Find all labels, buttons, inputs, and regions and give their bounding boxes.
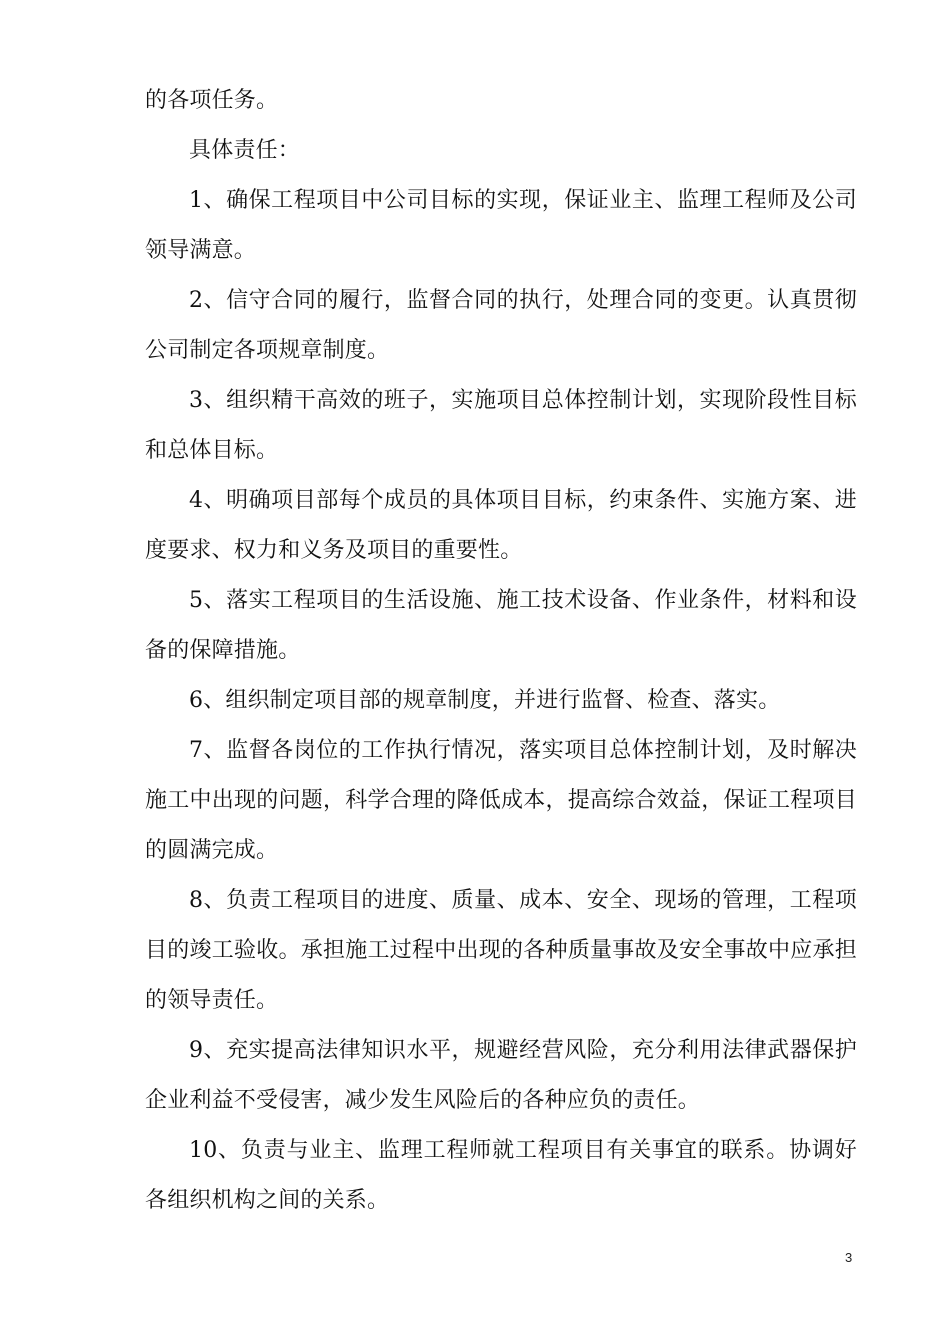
paragraph-item-6: 6、组织制定项目部的规章制度，并进行监督、检查、落实。 xyxy=(189,688,781,713)
paragraph-item-2: 2、信守合同的履行，监督合同的执行，处理合同的变更。认真贯彻公司制定各项规章制度。 xyxy=(145,288,857,363)
paragraph-item-4: 4、明确项目部每个成员的具体项目目标，约束条件、实施方案、进度要求、权力和义务及项目的重要性。 xyxy=(145,488,857,563)
paragraph-continuation: 的各项任务。 xyxy=(145,88,279,113)
paragraph-heading-responsibilities: 具体责任： xyxy=(189,138,301,163)
document-body xyxy=(145,76,857,1226)
paragraph-item-8: 8、负责工程项目的进度、质量、成本、安全、现场的管理，工程项目的竣工验收。承担施工过程中出现的各种质量事故及安全事故中应承担的领导责任。 xyxy=(145,888,857,1013)
paragraph-item-9: 9、充实提高法律知识水平，规避经营风险，充分利用法律武器保护企业利益不受侵害，减少发生风险后的各种应负的责任。 xyxy=(145,1038,857,1113)
paragraph-item-10: 10、负责与业主、监理工程师就工程项目有关事宜的联系。协调好各组织机构之间的关系。 xyxy=(145,1138,857,1213)
paragraph-item-5: 5、落实工程项目的生活设施、施工技术设备、作业条件，材料和设备的保障措施。 xyxy=(145,588,857,663)
paragraph-item-7: 7、监督各岗位的工作执行情况，落实项目总体控制计划，及时解决施工中出现的问题，科学合理的降低成本，提高综合效益，保证工程项目的圆满完成。 xyxy=(145,738,857,863)
page-number: 3 xyxy=(845,1250,853,1265)
paragraph-item-3: 3、组织精干高效的班子，实施项目总体控制计划，实现阶段性目标和总体目标。 xyxy=(145,388,857,463)
paragraph-item-1: 1、确保工程项目中公司目标的实现，保证业主、监理工程师及公司领导满意。 xyxy=(145,188,857,263)
